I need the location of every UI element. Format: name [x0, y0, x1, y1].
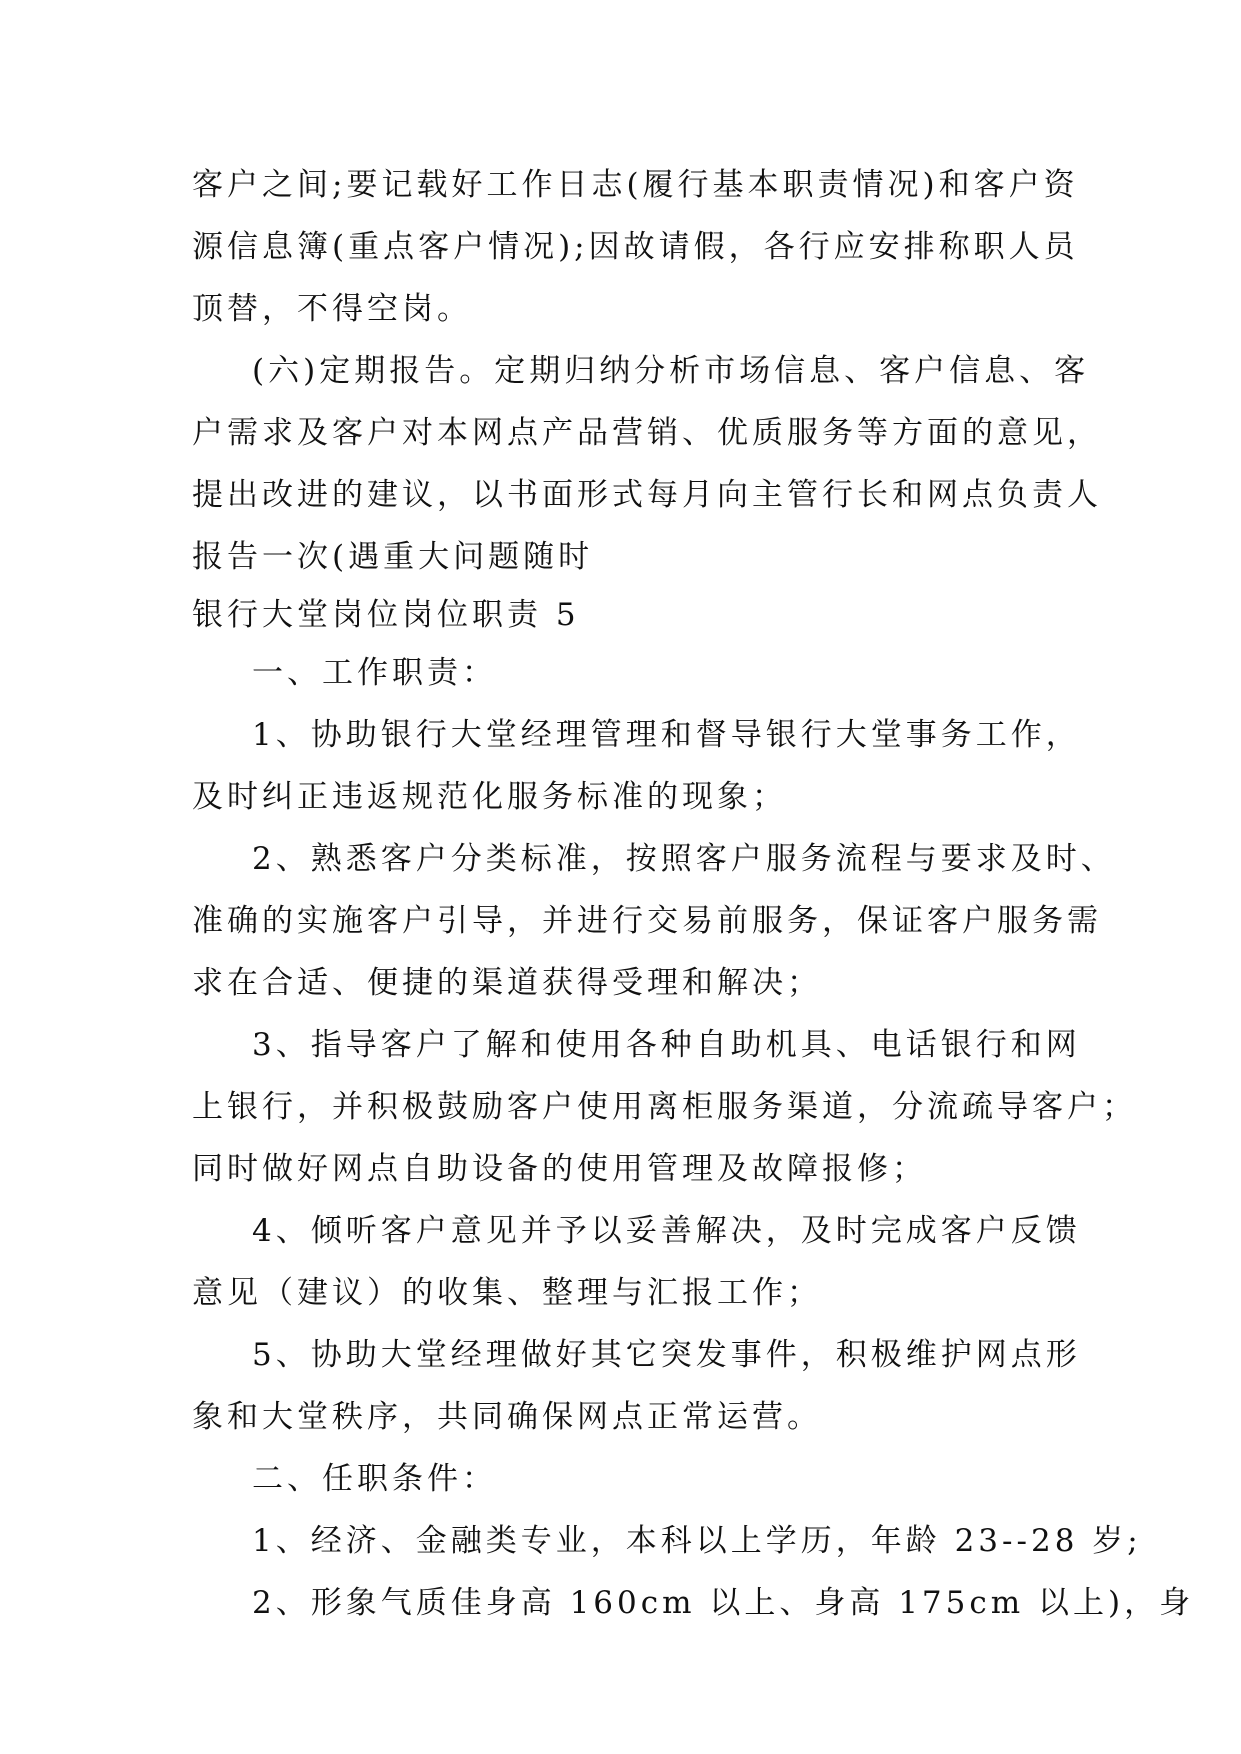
- section-heading: 银行大堂岗位岗位职责 5: [192, 597, 580, 633]
- text-line: 2、熟悉客户分类标准，按照客户服务流程与要求及时、: [252, 841, 1116, 877]
- subheading: 一、工作职责：: [252, 655, 497, 691]
- text-line: (六)定期报告。定期归纳分析市场信息、客户信息、客: [252, 353, 1090, 389]
- text-line: 顶替，不得空岗。: [192, 291, 472, 327]
- text-line: 求在合适、便捷的渠道获得受理和解决；: [192, 965, 822, 1001]
- text-line: 2、形象气质佳身高 160cm 以上、身高 175cm 以上)，身: [252, 1585, 1195, 1621]
- document-body: [192, 160, 1195, 1640]
- text-line: 准确的实施客户引导，并进行交易前服务，保证客户服务需: [192, 903, 1102, 939]
- text-line: 户需求及客户对本网点产品营销、优质服务等方面的意见，: [192, 415, 1102, 451]
- text-line: 源信息簿(重点客户情况);因故请假，各行应安排称职人员: [192, 229, 1079, 265]
- text-line: 同时做好网点自助设备的使用管理及故障报修；: [192, 1151, 927, 1187]
- subheading: 二、任职条件：: [252, 1461, 497, 1497]
- text-line: 提出改进的建议，以书面形式每月向主管行长和网点负责人: [192, 477, 1102, 513]
- text-line: 意见（建议）的收集、整理与汇报工作；: [192, 1275, 822, 1311]
- text-line: 3、指导客户了解和使用各种自助机具、电话银行和网: [252, 1027, 1081, 1063]
- text-line: 上银行，并积极鼓励客户使用离柜服务渠道，分流疏导客户；: [192, 1089, 1137, 1125]
- text-line: 4、倾听客户意见并予以妥善解决，及时完成客户反馈: [252, 1213, 1081, 1249]
- text-line: 5、协助大堂经理做好其它突发事件，积极维护网点形: [252, 1337, 1081, 1373]
- text-line: 象和大堂秩序，共同确保网点正常运营。: [192, 1399, 822, 1435]
- text-line: 报告一次(遇重大问题随时: [192, 539, 594, 575]
- text-line: 1、协助银行大堂经理管理和督导银行大堂事务工作，: [252, 717, 1081, 753]
- text-line: 客户之间;要记载好工作日志(履行基本职责情况)和客户资: [192, 167, 1079, 203]
- text-line: 及时纠正违返规范化服务标准的现象；: [192, 779, 787, 815]
- text-line: 1、经济、金融类专业，本科以上学历，年龄 23--28 岁;: [252, 1523, 1142, 1559]
